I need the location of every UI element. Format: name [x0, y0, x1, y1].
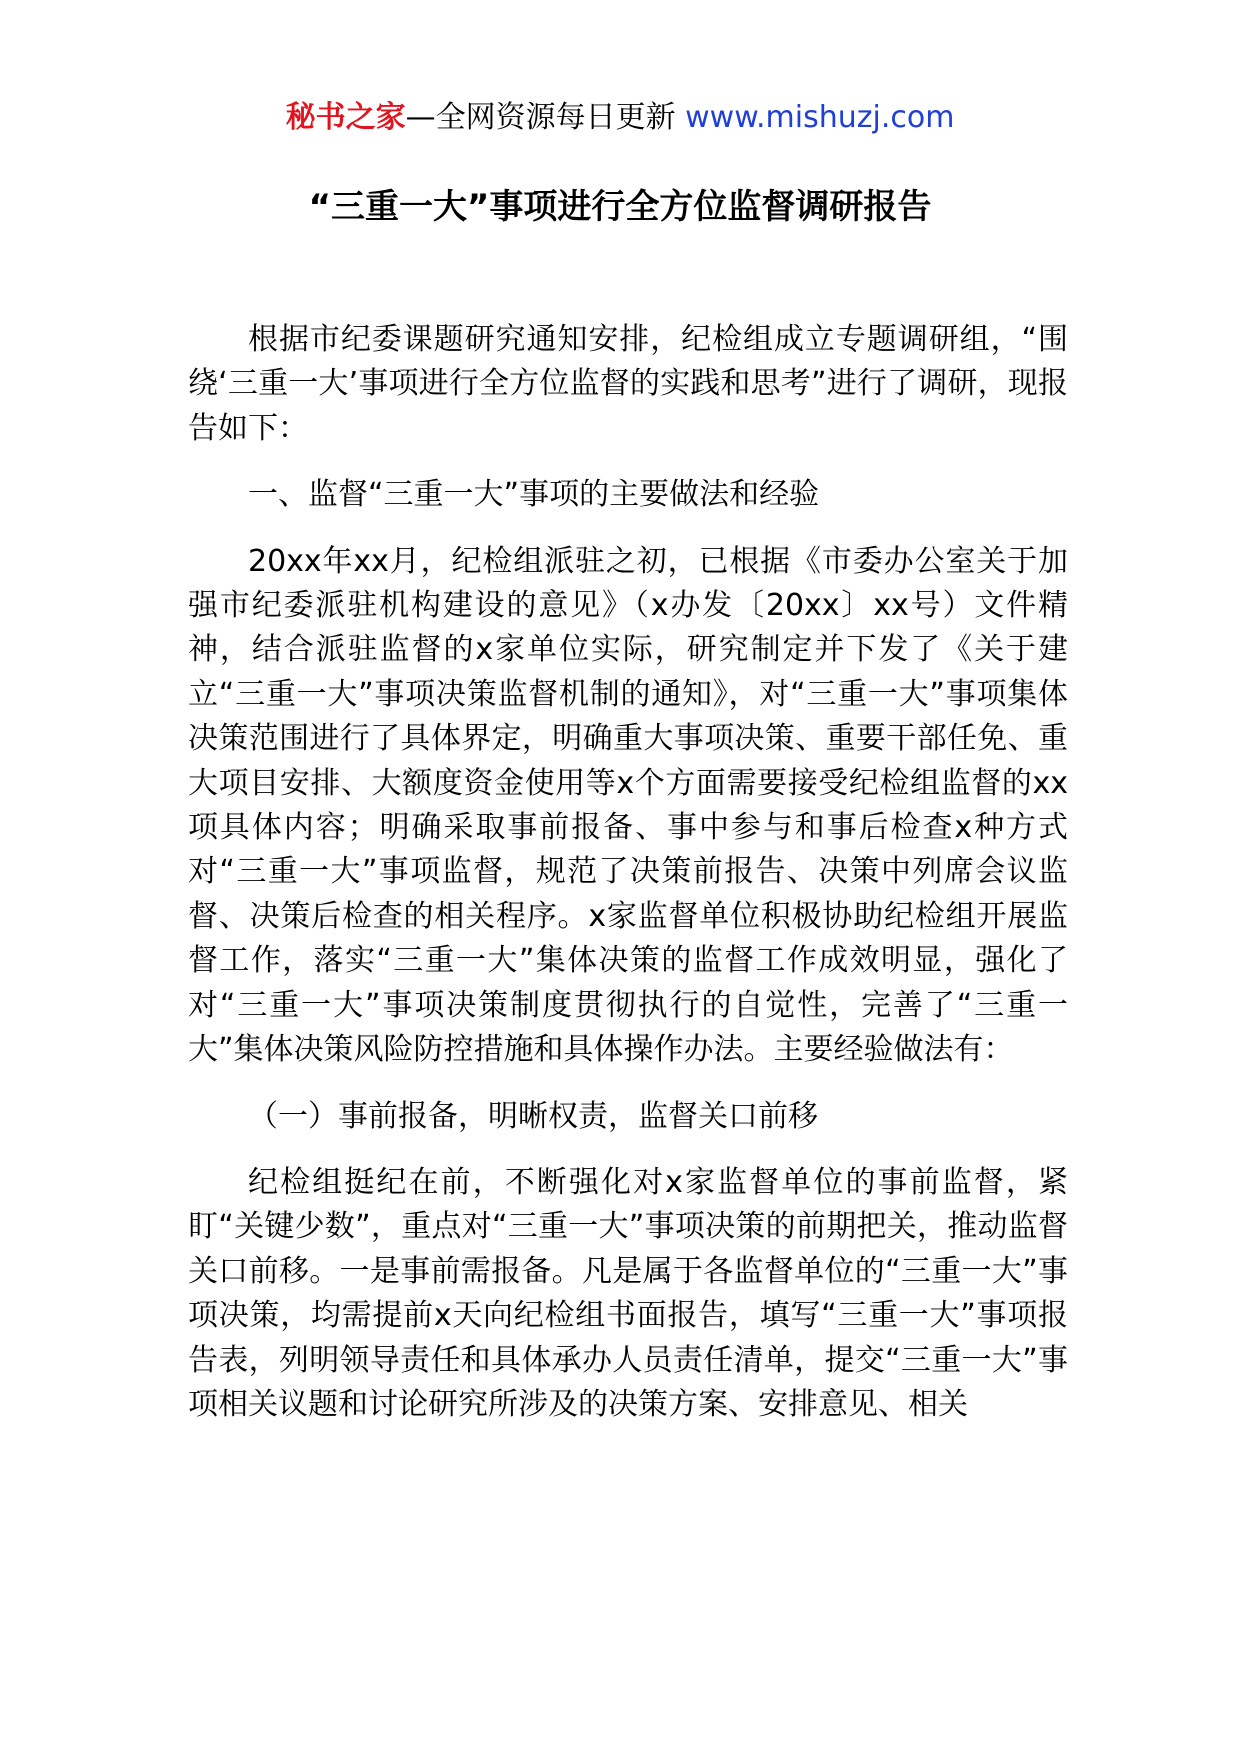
intro-paragraph: 根据市纪委课题研究通知安排，纪检组成立专题调研组，“围绕‘三重一大’事项进行全方位监督的实践和思考”进行了调研，现报告如下：: [188, 322, 1068, 446]
site-header: [0, 98, 1240, 138]
body-paragraph: 纪检组挺纪在前，不断强化对x家监督单位的事前监督，紧盯“关键少数”，重点对“三重一大”事项决策的前期把关，推动监督关口前移。一是事前需报备。凡是属于各监督单位的“三重一大”事项决策，均需提前x天向纪检组书面报告，填写“三重一大”事项报告表，列明领导责任和具体承办人员责任清单，提交“三重一大”事项相关议题和讨论研究所涉及的决策方案、安排意见、相关: [188, 1164, 1068, 1422]
document-body: [188, 318, 1068, 1427]
site-slogan: —全网资源每日更新: [405, 100, 676, 135]
section-heading-1: 一、监督“三重一大”事项的主要做法和经验: [248, 477, 820, 513]
body-paragraph: 20xx年xx月，纪检组派驻之初，已根据《市委办公室关于加强市纪委派驻机构建设的意见》（x办发〔20xx〕xx号）文件精神，结合派驻监督的x家单位实际，研究制定并下发了《关于建立“三重一大”事项决策监督机制的通知》，对“三重一大”事项集体决策范围进行了具体界定，明确重大事项决策、重要干部任免、重大项目安排、大额度资金使用等x个方面需要接受纪检组监督的xx项具体内容；明确采取事前报备、事中参与和事后检查x种方式对“三重一大”事项监督，规范了决策前报告、决策中列席会议监督、决策后检查的相关程序。x家监督单位积极协助纪检组开展监督工作，落实“三重一大”集体决策的监督工作成效明显，强化了对“三重一大”事项决策制度贯彻执行的自觉性，完善了“三重一大”集体决策风险防控措施和具体操作办法。主要经验做法有：: [188, 543, 1068, 1068]
site-brand: 秘书之家: [285, 100, 406, 135]
site-url-link[interactable]: www.mishuzj.com: [685, 100, 955, 135]
document-title: “三重一大”事项进行全方位监督调研报告: [308, 187, 932, 227]
subsection-heading-1: （一）事前报备，明晰权责，监督关口前移: [248, 1098, 818, 1134]
